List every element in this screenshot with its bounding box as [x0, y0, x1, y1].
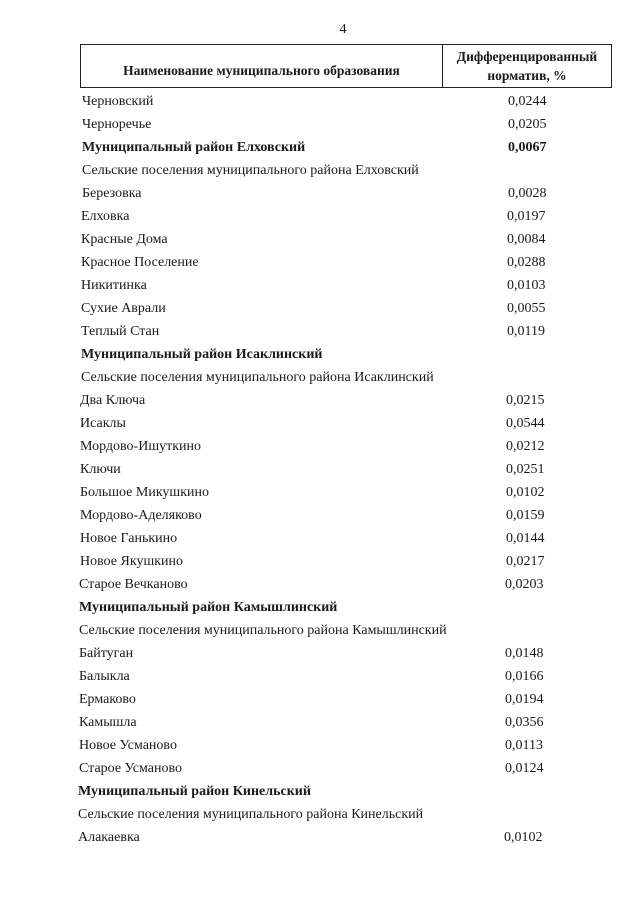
row-name: Ключи — [80, 462, 121, 477]
row-name: Муниципальный район Елховский — [82, 140, 306, 155]
row-value: 0,0356 — [505, 715, 544, 730]
table-row — [0, 320, 640, 343]
row-value: 0,0544 — [506, 416, 545, 431]
row-name: Мордово-Аделяково — [80, 508, 202, 523]
row-name: Ермаково — [79, 692, 136, 707]
table-row — [0, 665, 640, 688]
row-name: Красные Дома — [81, 232, 168, 247]
row-value: 0,0203 — [505, 577, 544, 592]
row-name: Алакаевка — [78, 830, 140, 845]
header-normative-column — [443, 45, 611, 87]
table-row — [0, 159, 640, 182]
row-value: 0,0102 — [506, 485, 545, 500]
row-name: Большое Микушкино — [80, 485, 210, 500]
table-row — [0, 504, 640, 527]
row-name: Новое Усманово — [79, 738, 177, 753]
table-row — [0, 182, 640, 205]
header-normative-line1: Дифференцированный — [456, 49, 598, 64]
row-name: Старое Вечканово — [79, 577, 188, 592]
table-row — [0, 481, 640, 504]
row-name: Мордово-Ишуткино — [80, 439, 202, 454]
table-header — [80, 44, 612, 88]
row-name: Сельские поселения муниципального района Кинельский — [78, 807, 424, 822]
row-value: 0,0102 — [504, 830, 543, 845]
row-value: 0,0166 — [505, 669, 544, 684]
table-row — [0, 435, 640, 458]
table-row — [0, 734, 640, 757]
row-name: Муниципальный район Исаклинский — [81, 347, 323, 362]
row-name: Красное Поселение — [81, 255, 199, 270]
row-value: 0,0148 — [505, 646, 544, 661]
row-name: Сельские поселения муниципального района Камышлинский — [79, 623, 447, 638]
row-value: 0,0028 — [508, 186, 547, 201]
table-row — [0, 343, 640, 366]
row-value: 0,0288 — [507, 255, 546, 270]
row-name: Два Ключа — [80, 393, 146, 408]
row-value: 0,0159 — [506, 508, 545, 523]
row-value: 0,0067 — [508, 140, 547, 155]
table-row — [0, 573, 640, 596]
row-value: 0,0113 — [505, 738, 543, 753]
table-row — [0, 205, 640, 228]
table-row — [0, 642, 640, 665]
table-row — [0, 688, 640, 711]
table-row — [0, 274, 640, 297]
table-row — [0, 619, 640, 642]
row-name: Исаклы — [80, 416, 126, 431]
table-row — [0, 803, 640, 826]
row-value: 0,0144 — [506, 531, 545, 546]
table-row — [0, 458, 640, 481]
table-row — [0, 780, 640, 803]
row-value: 0,0055 — [507, 301, 546, 316]
row-value: 0,0215 — [506, 393, 545, 408]
table-row — [0, 389, 640, 412]
row-name: Никитинка — [81, 278, 147, 293]
row-name: Черновский — [82, 94, 154, 109]
row-value: 0,0251 — [506, 462, 545, 477]
table-row — [0, 113, 640, 136]
row-name: Байтуган — [79, 646, 134, 661]
page-number: 4 — [339, 22, 347, 37]
row-value: 0,0103 — [507, 278, 546, 293]
table-row — [0, 596, 640, 619]
row-value: 0,0194 — [505, 692, 544, 707]
row-name: Муниципальный район Кинельский — [78, 784, 311, 799]
header-normative-line2: норматив, % — [487, 68, 567, 83]
table-row — [0, 711, 640, 734]
row-name: Сельские поселения муниципального района Исаклинский — [81, 370, 434, 385]
row-value: 0,0197 — [507, 209, 546, 224]
row-name: Старое Усманово — [79, 761, 182, 776]
row-value: 0,0084 — [507, 232, 546, 247]
table-row — [0, 228, 640, 251]
table-row — [0, 136, 640, 159]
header-name-column: Наименование муниципального образования — [81, 45, 443, 87]
row-value: 0,0212 — [506, 439, 545, 454]
table-row — [0, 826, 640, 849]
table-row — [0, 527, 640, 550]
row-name: Черноречье — [82, 117, 152, 132]
table-row — [0, 297, 640, 320]
row-name: Теплый Стан — [81, 324, 160, 339]
table-row — [0, 550, 640, 573]
row-name: Камышла — [79, 715, 137, 730]
row-name: Сельские поселения муниципального района Елховский — [82, 163, 419, 178]
row-name: Новое Якушкино — [80, 554, 184, 569]
row-name: Березовка — [82, 186, 142, 201]
row-value: 0,0119 — [507, 324, 545, 339]
row-name: Новое Ганькино — [80, 531, 178, 546]
row-value: 0,0205 — [508, 117, 547, 132]
row-value: 0,0124 — [505, 761, 544, 776]
table-row — [0, 366, 640, 389]
table-row — [0, 412, 640, 435]
table-row — [0, 251, 640, 274]
row-name: Елховка — [81, 209, 130, 224]
table-row — [0, 757, 640, 780]
row-value: 0,0217 — [506, 554, 545, 569]
row-value: 0,0244 — [508, 94, 547, 109]
row-name: Балыкла — [79, 669, 130, 684]
table-row — [0, 90, 640, 113]
row-name: Сухие Аврали — [81, 301, 166, 316]
row-name: Муниципальный район Камышлинский — [79, 600, 338, 615]
table-body — [0, 90, 640, 849]
